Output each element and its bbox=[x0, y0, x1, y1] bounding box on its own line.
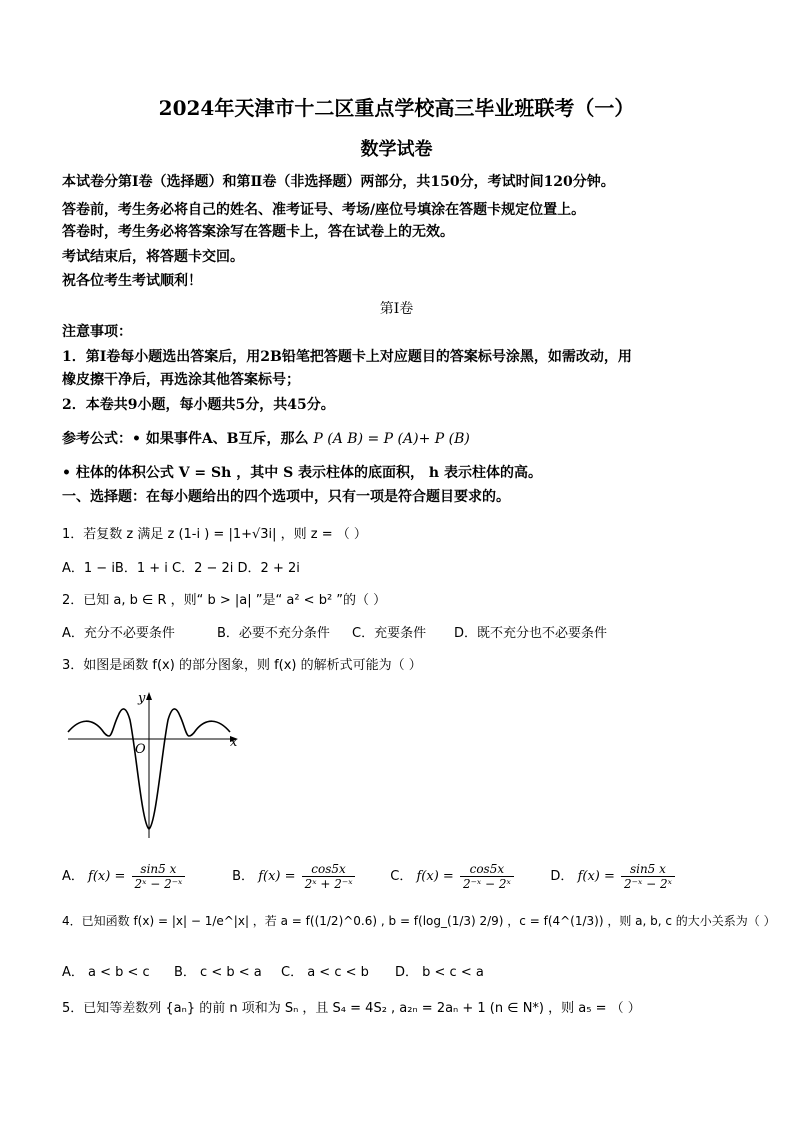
formula-1-text: • 如果事件A、B互斥，那么 bbox=[132, 431, 309, 447]
q4-option-c: C． a < c < b bbox=[281, 965, 369, 980]
intro-line-3: 答卷时，考生务必将答案涂写在答题卡上，答在试卷上的无效。 bbox=[62, 224, 454, 240]
exam-title: 2024年天津市十二区重点学校高三毕业班联考（一） bbox=[158, 96, 635, 120]
q2-stem: 2．已知 a, b ∈ R ，则“ b > |a| ”是“ a² < b² ”的（ ） bbox=[62, 593, 387, 608]
intro-line-2: 答卷前，考生务必将自己的姓名、准考证号、考场/座位号填涂在答题卡规定位置上。 bbox=[62, 202, 586, 218]
graph-y-label: y bbox=[138, 691, 146, 706]
q3-options bbox=[62, 862, 677, 891]
q3-option-d-label: D． bbox=[550, 869, 574, 884]
q3-option-d-num: sin5 x bbox=[621, 862, 675, 877]
q2-option-b: B．必要不充分条件 bbox=[217, 626, 330, 641]
q3-option-c-den: 2⁻ˣ − 2ˣ bbox=[462, 877, 511, 891]
notes-item-2: 2．本卷共9小题，每小题共5分，共45分。 bbox=[62, 397, 335, 413]
q4-option-d: D． b < c < a bbox=[395, 965, 484, 980]
q3-option-c-fraction bbox=[460, 862, 514, 891]
formula-label: 参考公式： bbox=[62, 431, 132, 447]
q2-options bbox=[62, 625, 607, 643]
q3-option-a-lhs: f(x) = bbox=[88, 869, 126, 884]
notes-heading: 注意事项： bbox=[62, 324, 132, 340]
q3-option-b-den: 2ˣ + 2⁻ˣ bbox=[304, 877, 353, 891]
q1-stem: 1．若复数 z 满足 z (1-i ) = |1+√3i| ，则 z = （ ） bbox=[62, 527, 367, 542]
notes-item-1a: 1．第Ⅰ卷每小题选出答案后，用2B铅笔把答题卡上对应题目的答案标号涂黑，如需改动，用 bbox=[62, 349, 632, 365]
section-title: 第Ⅰ卷 bbox=[379, 301, 414, 317]
q3-option-c bbox=[390, 862, 546, 891]
q3-option-b bbox=[232, 862, 386, 891]
graph-origin-label: O bbox=[135, 742, 146, 757]
q3-option-b-fraction bbox=[302, 862, 356, 891]
q3-option-b-label: B． bbox=[232, 869, 255, 884]
q3-option-c-num: cos5x bbox=[460, 862, 514, 877]
formula-line-1 bbox=[62, 430, 470, 448]
q3-option-a-num: sin5 x bbox=[132, 862, 186, 877]
q3-option-b-num: cos5x bbox=[302, 862, 356, 877]
part-heading: 一、选择题：在每小题给出的四个选项中，只有一项是符合题目要求的。 bbox=[62, 489, 510, 505]
q3-option-b-lhs: f(x) = bbox=[258, 869, 296, 884]
q4-options bbox=[62, 964, 484, 982]
q3-option-a-fraction bbox=[132, 862, 186, 891]
q4-option-a: A． a < b < c bbox=[62, 965, 150, 980]
q1-options: A．1 − iB．1 + i C．2 − 2i D．2 + 2i bbox=[62, 561, 300, 576]
q3-option-a-label: A． bbox=[62, 869, 84, 884]
q3-option-c-lhs: f(x) = bbox=[416, 869, 454, 884]
graph-x-label: x bbox=[230, 735, 238, 750]
q3-option-d-den: 2⁻ˣ − 2ˣ bbox=[624, 877, 672, 891]
q5-stem: 5．已知等差数列 {aₙ} 的前 n 项和为 Sₙ ，且 S₄ = 4S₂ , a₂ₙ = 2aₙ + 1 (n ∈ N*) ，则 a₅ = （ ） bbox=[62, 1001, 641, 1016]
q3-option-c-label: C． bbox=[390, 869, 413, 884]
formula-1-expr: P (A B) = P (A)+ P (B) bbox=[313, 431, 470, 447]
graph-y-arrow bbox=[146, 692, 152, 700]
formula-line-2: • 柱体的体积公式 V = Sh ，其中 S 表示柱体的底面积， h 表示柱体的高。 bbox=[62, 465, 542, 481]
q4-stem: 4．已知函数 f(x) = |x| − 1/e^|x| ，若 a = f((1/2)^0.6) , b = f(log_(1/3) 2/9) ，c = f(4^(1/3)) ，则 a, b, c 的大小关系为（ ） bbox=[62, 914, 776, 928]
q4-option-b: B． c < b < a bbox=[174, 965, 262, 980]
q2-option-d: D．既不充分也不必要条件 bbox=[454, 626, 608, 641]
intro-line-4: 考试结束后，将答题卡交回。 bbox=[62, 249, 244, 265]
q2-option-c: C．充要条件 bbox=[352, 626, 427, 641]
exam-subtitle: 数学试卷 bbox=[360, 139, 433, 160]
q3-option-a-den: 2ˣ − 2⁻ˣ bbox=[134, 877, 183, 891]
intro-line-5: 祝各位考生考试顺利！ bbox=[62, 273, 202, 289]
q3-option-d-fraction bbox=[621, 862, 675, 891]
q3-function-graph bbox=[62, 688, 252, 840]
q2-option-a: A．充分不必要条件 bbox=[62, 626, 175, 641]
q3-option-d bbox=[550, 862, 676, 891]
intro-line-1: 本试卷分第Ⅰ卷（选择题）和第Ⅱ卷（非选择题）两部分，共150分，考试时间120分钟。 bbox=[62, 174, 615, 190]
q3-option-d-lhs: f(x) = bbox=[577, 869, 615, 884]
notes-item-1b: 橡皮擦干净后，再选涂其他答案标号； bbox=[62, 372, 300, 388]
q3-stem: 3．如图是函数 f(x) 的部分图象，则 f(x) 的解析式可能为（ ） bbox=[62, 658, 422, 673]
q3-option-a bbox=[62, 862, 228, 891]
